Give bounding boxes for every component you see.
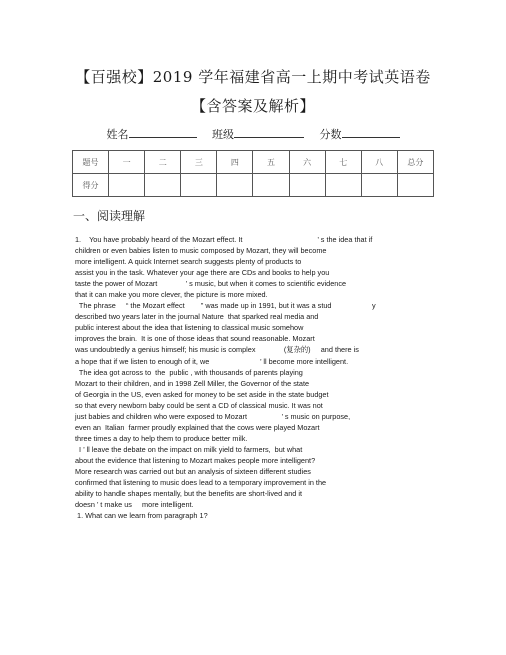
passage-line: even an Italian farmer proudly explained that the cows were played Mozart <box>75 422 320 432</box>
score-table-header-cell: 四 <box>217 151 253 174</box>
score-table-header-cell: 题号 <box>73 151 109 174</box>
passage-line: doesn ’ t make us more intelligent. <box>75 500 194 510</box>
passage-line: I ’ ll leave the debate on the impact on milk yield to farmers, but what <box>75 444 303 454</box>
passage-line: a hope that if we listen to enough of it, we ’ ll become more intelligent. <box>75 356 349 366</box>
score-cell <box>361 174 397 197</box>
score-blank <box>342 126 400 138</box>
score-table-header-cell: 总分 <box>397 151 433 174</box>
student-info-line <box>0 126 506 142</box>
passage-line: just babies and children who were exposed to Mozart ’ s music on purpose, <box>75 411 351 421</box>
score-table-header-cell: 五 <box>253 151 289 174</box>
name-label: 姓名 <box>106 128 129 141</box>
passage-line: more intelligent. A quick Internet search suggests plenty of products to <box>75 257 302 267</box>
score-label: 分数 <box>319 128 342 141</box>
passage-line: public interest about the idea that listening to classical music somehow <box>75 323 304 333</box>
class-label: 班级 <box>212 128 234 141</box>
passage-line: confirmed that listening to music does lead to a temporary improvement in the <box>75 478 327 488</box>
score-table-row-label: 得分 <box>73 174 109 197</box>
reading-passage <box>75 234 435 521</box>
section-heading: 一、阅读理解 <box>73 209 146 223</box>
passage-line: three times a day to help them to produce better milk. <box>75 433 248 443</box>
passage-line: assist you in the task. Whatever your age there are CDs and books to help you <box>75 268 330 278</box>
passage-line: The phrase “ the Mozart effect ” was made up in 1991, but it was a stud y <box>75 301 376 311</box>
passage-line: 1. You have probably heard of the Mozart effect. It ’ s the idea that if <box>75 235 373 244</box>
score-cell <box>145 174 181 197</box>
score-table-header-cell: 八 <box>361 151 397 174</box>
score-cell <box>289 174 325 197</box>
passage-line: The idea got across to the public , with thousands of parents playing <box>75 367 303 377</box>
score-cell <box>397 174 433 197</box>
class-blank <box>234 126 304 138</box>
passage-line: More research was carried out but an analysis of sixteen different studies <box>75 466 311 476</box>
score-table-header-cell: 六 <box>289 151 325 174</box>
score-cell <box>181 174 217 197</box>
passage-line: 1. What can we learn from paragraph 1? <box>75 511 208 521</box>
exam-subtitle: 【含答案及解析】 <box>190 97 315 115</box>
score-cell <box>325 174 361 197</box>
passage-line: of Georgia in the US, even asked for money to be set aside in the state budget <box>75 389 329 399</box>
passage-line: that it can make you more clever, the picture is more mixed. <box>75 290 268 300</box>
score-table-header-cell: 一 <box>109 151 145 174</box>
score-cell <box>109 174 145 197</box>
passage-line: about the evidence that listening to Mozart makes people more intelligent? <box>75 455 316 465</box>
name-blank <box>129 126 197 138</box>
score-table-header-cell: 三 <box>181 151 217 174</box>
passage-line: improves the brain. It is one of those ideas that sound reasonable. Mozart <box>75 334 315 344</box>
passage-line: taste the power of Mozart ’ s music, but when it comes to scientific evidence <box>75 279 347 289</box>
score-table <box>72 150 434 197</box>
exam-title: 【百强校】2019 学年福建省高一上期中考试英语卷 <box>75 68 431 86</box>
score-table-header-cell: 七 <box>325 151 361 174</box>
passage-line: Mozart to their children, and in 1998 Zell Miller, the Governor of the state <box>75 378 310 388</box>
passage-line: was undoubtedly a genius himself; his music is complex (复杂的) and there is <box>75 345 359 355</box>
score-cell <box>217 174 253 197</box>
passage-line: children or even babies listen to music composed by Mozart, they will become <box>75 246 327 256</box>
score-cell <box>253 174 289 197</box>
score-table-score-row <box>73 174 434 197</box>
passage-line: described two years later in the journal Nature that sparked real media and <box>75 312 319 322</box>
score-table-header-row <box>73 151 434 174</box>
passage-line: ability to handle shapes mentally, but the benefits are short-lived and it <box>75 489 303 499</box>
passage-line: so that every newborn baby could be sent a CD of classical music. It was not <box>75 400 323 410</box>
score-table-header-cell: 二 <box>145 151 181 174</box>
